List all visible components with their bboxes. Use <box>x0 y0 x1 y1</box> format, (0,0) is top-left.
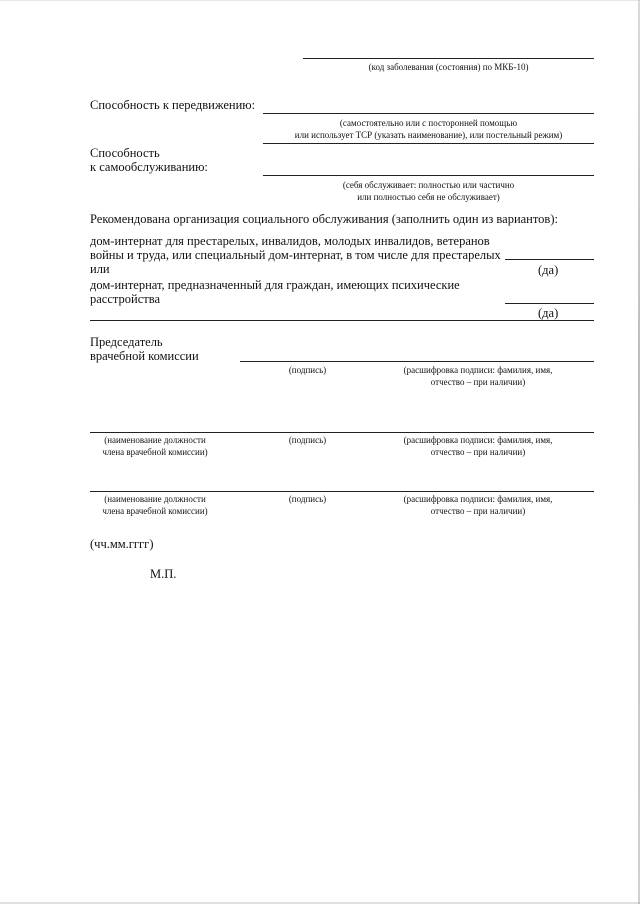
member-1-position-2: члена врачебной комиссии) <box>102 447 208 457</box>
chairman-label-1: Председатель <box>90 335 163 349</box>
member-2-signature-caption: (подпись) <box>288 494 327 504</box>
social-heading: Рекомендована организация социального обслуживания (заполнить один из вариантов): <box>90 212 558 226</box>
chairman-signature-caption: (подпись) <box>288 365 327 375</box>
mobility-label: Способность к передвижению: <box>90 98 256 112</box>
mobility-line <box>263 113 594 114</box>
member-1-signature-caption: (подпись) <box>288 435 327 445</box>
social-option-2-answer-line <box>505 303 594 304</box>
member-2-decode-2: отчество – при наличии) <box>430 506 526 516</box>
social-divider <box>90 320 594 321</box>
social-option-1-line-1: дом-интернат для престарелых, инвалидов, молодых инвалидов, ветеранов <box>90 234 490 248</box>
selfcare-label-2: к самообслуживанию: <box>90 160 208 174</box>
chairman-line <box>240 361 594 362</box>
member-2-decode-1: (расшифровка подписи: фамилия, имя, <box>403 494 553 504</box>
social-option-2-yes: (да) <box>538 306 559 320</box>
mobility-hint-2: или использует ТСР (указать наименование), или постельный режим) <box>294 130 563 140</box>
social-option-2-line-2: расстройства <box>90 292 160 306</box>
selfcare-top-line <box>263 143 594 144</box>
selfcare-label-1: Способность <box>90 146 160 160</box>
chairman-decode-2: отчество – при наличии) <box>430 377 526 387</box>
chairman-label-2: врачебной комиссии <box>90 349 199 363</box>
page-top-edge <box>0 0 640 1</box>
mobility-hint-1: (самостоятельно или с посторонней помощью <box>339 118 518 128</box>
stamp-place: М.П. <box>150 567 177 581</box>
social-option-1-line-2: войны и труда, или специальный дом-интернат, в том числе для престарелых <box>90 248 501 262</box>
social-option-1-yes: (да) <box>538 263 559 277</box>
member-2-position-2: члена врачебной комиссии) <box>102 506 208 516</box>
date-format: (чч.мм.гггг) <box>90 537 154 551</box>
selfcare-hint-2: или полностью себя не обслуживает) <box>357 192 500 202</box>
member-2-line <box>90 491 594 492</box>
icd-code-caption: (код заболевания (состояния) по МКБ-10) <box>368 62 529 72</box>
social-option-2-line-1: дом-интернат, предназначенный для граждан, имеющих психические <box>90 278 460 292</box>
member-1-line <box>90 432 594 433</box>
member-1-decode-2: отчество – при наличии) <box>430 447 526 457</box>
social-option-1-line-3: или <box>90 262 110 276</box>
chairman-decode-1: (расшифровка подписи: фамилия, имя, <box>403 365 553 375</box>
member-1-decode-1: (расшифровка подписи: фамилия, имя, <box>403 435 553 445</box>
social-option-1-answer-line <box>505 259 594 260</box>
selfcare-hint-1: (себя обслуживает: полностью или частично <box>342 180 515 190</box>
member-1-position-1: (наименование должности <box>104 435 206 445</box>
icd-code-line <box>303 58 594 59</box>
member-2-position-1: (наименование должности <box>104 494 206 504</box>
selfcare-line <box>263 175 594 176</box>
